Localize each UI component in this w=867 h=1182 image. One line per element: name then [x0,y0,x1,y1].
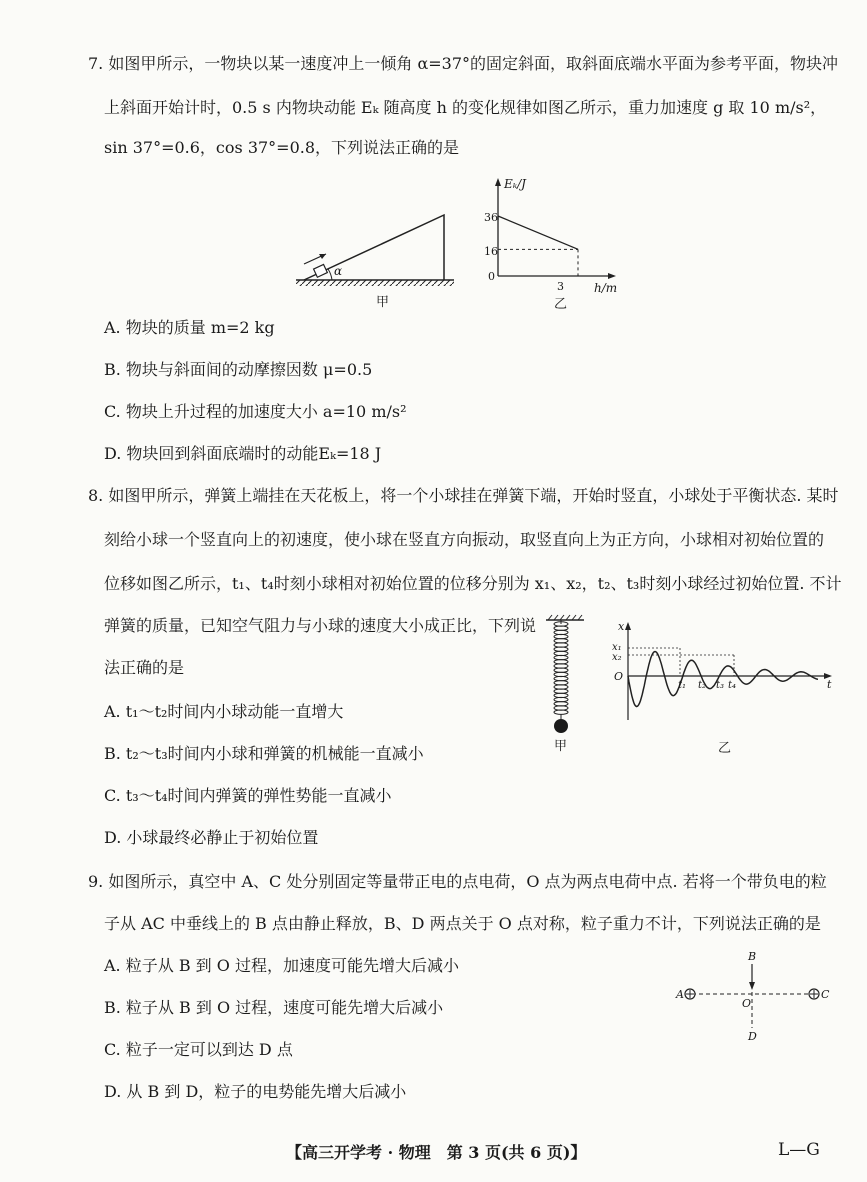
q9-charge-figure [672,950,832,1050]
y-axis-arrow [495,178,501,186]
label-b: B [748,950,757,963]
spring-coil [554,620,568,719]
charge-c-icon [809,989,819,999]
y-axis-label: Eₖ/J [504,177,526,191]
q7-stem-line-1: 7. 如图甲所示，一物块以某一速度冲上一倾角 α=37°的固定斜面，取斜面底端水平面为参考平面，物块冲 [88,54,839,73]
y-tick-0: 0 [488,270,495,283]
x2-mark: x₂ [612,652,622,663]
label-o: O [742,997,752,1010]
q9-option-d[interactable]: D. 从 B 到 D，粒子的电势能先增大后减小 [104,1082,407,1101]
y-tick-36: 36 [484,211,498,224]
paper-code: L—G [778,1140,820,1160]
q7-option-b[interactable]: B. 物块与斜面间的动摩擦因数 μ=0.5 [104,360,373,379]
q7-option-d[interactable]: D. 物块回到斜面底端时的动能Eₖ=18 J [104,444,382,463]
q7-fig-b-caption: 乙 [554,297,568,312]
q9-option-b[interactable]: B. 粒子从 B 到 O 过程，速度可能先增大后减小 [104,998,444,1017]
x-axis-label: h/m [594,281,618,295]
q8-stem-line-5: 法正确的是 [104,658,185,677]
q7-stem-line-3: sin 37°=0.6，cos 37°=0.8，下列说法正确的是 [104,138,460,157]
q7-fig-a-caption: 甲 [376,295,390,310]
q9-option-a[interactable]: A. 粒子从 B 到 O 过程，加速度可能先增大后减小 [104,956,459,975]
x1-mark: x₁ [612,642,622,653]
label-a: A [676,988,684,1001]
x-tick-3: 3 [557,280,564,293]
origin-label: O [614,670,624,683]
q8-oscillation-graph [610,618,840,758]
page-footer: 【高三开学考 · 物理 第 3 页(共 6 页)】 [286,1143,587,1162]
x-axis-label: x [618,620,625,633]
t3-mark: t₃ [716,680,725,691]
angle-label: α [334,264,343,278]
q8-stem-line-4: 弹簧的质量，已知空气阻力与小球的速度大小成正比，下列说 [104,616,537,635]
t1-mark: t₁ [678,680,687,691]
q7-option-a[interactable]: A. 物块的质量 m=2 kg [104,318,275,337]
q7-stem-line-2: 上斜面开始计时，0.5 s 内物块动能 Eₖ 随高度 h 的变化规律如图乙所示，重力加速度 g 取 10 m/s²， [104,98,827,117]
q8-stem-line-1: 8. 如图甲所示，弹簧上端挂在天花板上，将一个小球挂在弹簧下端，开始时竖直，小球处于平衡状态. 某时 [88,486,839,505]
t-axis-label: t [827,678,832,691]
q8-option-c[interactable]: C. t₃～t₄时间内弹簧的弹性势能一直减小 [104,786,392,805]
ek-line [498,216,578,249]
q8-option-b[interactable]: B. t₂～t₃时间内小球和弹簧的机械能一直减小 [104,744,424,763]
q9-stem-line-1: 9. 如图所示，真空中 A、C 处分别固定等量带正电的点电荷，O 点为两点电荷中点. 若将一个带负电的粒 [88,872,827,891]
x-axis-vertical-arrow [625,622,631,630]
q8-fig-b-caption: 乙 [718,741,732,756]
q8-option-a[interactable]: A. t₁～t₂时间内小球动能一直增大 [104,702,344,721]
q8-option-d[interactable]: D. 小球最终必静止于初始位置 [104,828,319,847]
y-tick-16: 16 [484,245,498,258]
q9-stem-line-2: 子从 AC 中垂线上的 B 点由静止释放，B、D 两点关于 O 点对称，粒子重力不计，下列说法正确的是 [104,914,821,933]
q9-option-c[interactable]: C. 粒子一定可以到达 D 点 [104,1040,293,1059]
charge-a-icon [685,989,695,999]
label-d: D [748,1030,757,1043]
q8-stem-line-3: 位移如图乙所示，t₁、t₄时刻小球相对初始位置的位移分别为 x₁、x₂，t₂、t₃时刻小球经过初始位置. 不计 [104,574,842,593]
q7-ek-graph [480,176,620,316]
q7-incline-figure [296,212,456,312]
q8-fig-a-caption: 甲 [554,739,568,754]
ball [554,719,568,733]
q8-spring-figure [540,614,590,764]
q7-option-c[interactable]: C. 物块上升过程的加速度大小 a=10 m/s² [104,402,407,421]
angle-arc [328,269,332,280]
q8-stem-line-2: 刻给小球一个竖直向上的初速度，使小球在竖直方向振动，取竖直向上为正方向，小球相对初始位置的 [104,530,825,549]
x-axis-arrow [608,273,616,279]
ground-hatch [296,280,454,286]
t2-mark: t₂ [698,680,707,691]
label-c: C [821,988,830,1001]
b-arrowhead [749,982,755,990]
t4-mark: t₄ [728,680,737,691]
